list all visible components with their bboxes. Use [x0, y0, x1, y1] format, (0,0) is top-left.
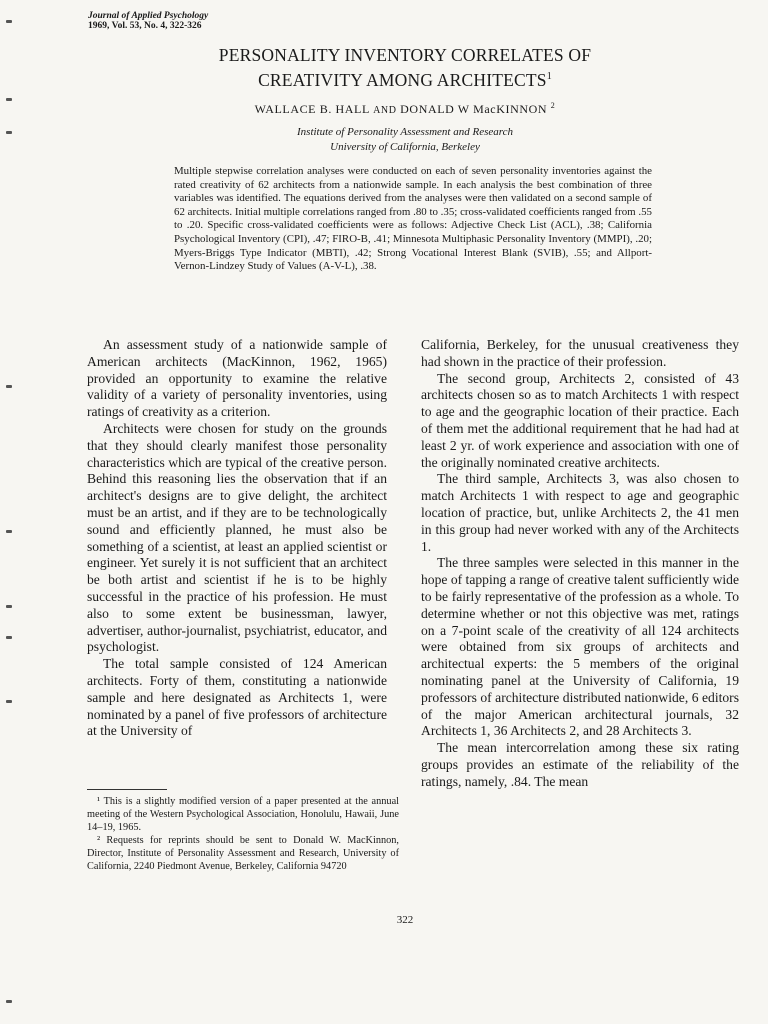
affiliation-university: University of California, Berkeley — [330, 141, 480, 153]
scan-artifact — [6, 530, 12, 533]
affiliation-institute: Institute of Personality Assessment and Research — [297, 126, 513, 138]
title-line-1: PERSONALITY INVENTORY CORRELATES OF — [218, 45, 592, 65]
author-1: WALLACE B. HALL — [254, 102, 370, 116]
scan-artifact — [6, 385, 12, 388]
paragraph: The third sample, Architects 3, was also chosen to match Architects 1 with respect to age and geographic location of practice, but, unlike Architects 2, the 41 men in this group had never worked with any of the Architects 1. — [421, 471, 739, 554]
author-footnote-mark: 2 — [550, 101, 556, 110]
authors — [150, 101, 660, 117]
paragraph: The three samples were selected in this manner in the hope of tapping a range of creative talent sufficiently wide to be fairly representative of the profession as a whole. To determine whether or not this objective was met, ratings on a 7-point scale of the creativity of all 124 architects were obtained from six groups of architects and architectual experts: the 5 members of the original nominating panel at the University of California, 19 professors of architecture distributed nationwide, 6 editors of the major American architectural journals, 32 Architects 1, 36 Architects 2, and 28 Architects 3. — [421, 555, 739, 739]
abstract: Multiple stepwise correlation analyses were conducted on each of seven personality inventories against the rated creativity of 62 architects from a nationwide sample. In each analysis the best combination of three variables was identified. The equations derived from the analyses were then validated on a second sample of 62 architects. Initial multiple correlations ranged from .80 to .35; cross-validated coefficients ranged from .55 to .20. Specific cross-validated coefficients were as follows: Adjective Check List (ACL), .38; California Psychological Inventory (CPI), .47; FIRO-B, .41; Minnesota Multiphasic Personality Inventory (MMPI), .20; Myers-Briggs Type Indicator (MBTI), .42; Strong Vocational Interest Blank (SVIB), .55; and Allport-Vernon-Lindzey Study of Values (A-V-L), .38. — [174, 165, 652, 273]
journal-details: 1969, Vol. 53, No. 4, 322-326 — [88, 21, 202, 31]
author-2: DONALD W MacKINNON — [400, 102, 548, 116]
footnotes — [87, 795, 399, 873]
scan-artifact — [6, 636, 12, 639]
paragraph: The second group, Architects 2, consisted of 43 architects chosen so as to match Architects 1 with respect to age and the geographic location of their practice. Each of them met the additional requirement that he had had at least 2 yr. of work experience and association with one of the originally nominated creative architects. — [421, 370, 739, 470]
body-column-left — [87, 337, 387, 740]
scan-artifact — [6, 1000, 12, 1003]
scan-artifact — [6, 605, 12, 608]
scan-artifact — [6, 98, 12, 101]
paragraph: California, Berkeley, for the unusual creativeness they had shown in the practice of their profession. — [421, 337, 739, 369]
scan-artifact — [6, 20, 12, 23]
body-column-right — [421, 337, 739, 791]
journal-reference — [88, 11, 208, 31]
paragraph: The mean intercorrelation among these six rating groups provides an estimate of the reliability of the ratings, namely, .84. The mean — [421, 740, 739, 789]
footnote-2: ² Requests for reprints should be sent to Donald W. MacKinnon, Director, Institute of Personality Assessment and Research, University of California, 2240 Piedmont Avenue, Berkeley, California 94720 — [87, 835, 399, 872]
scan-artifact — [6, 131, 12, 134]
paragraph: Architects were chosen for study on the grounds that they should clearly manifest those personality characteristics which are typical of the creative person. Behind this reasoning lies the observation that if an architect's designs are to give delight, the architect must be an artist, and if they are to be technologically sound and efficiently planned, he must also be something of a scientist, at least an applied scientist or engineer. Yet surely it is not sufficient that an architect be both artist and scientist if he is to be highly successful in the practice of his profession. He must also to some extent be businessman, lawyer, advertiser, author-journalist, psychiatrist, educator, and psychologist. — [87, 420, 387, 655]
affiliation — [150, 125, 660, 155]
footnote-divider — [87, 789, 167, 790]
title-line-2-text: CREATIVITY AMONG ARCHITECTS — [258, 69, 547, 90]
title-footnote-mark: 1 — [546, 71, 552, 82]
title-line-2 — [150, 66, 660, 91]
journal-name: Journal of Applied Psychology — [88, 11, 209, 21]
footnote-1: ¹ This is a slightly modified version of a paper presented at the annual meeting of the Western Psychological Association, Honolulu, Hawaii, June 14–19, 1965. — [87, 796, 399, 833]
scan-artifact — [6, 700, 12, 703]
paragraph: The total sample consisted of 124 American architects. Forty of them, constituting a nationwide sample and here designated as Architects 1, were nominated by a panel of five professors of architecture at the University of — [87, 656, 387, 739]
paper-title — [150, 45, 660, 91]
page-number: 322 — [396, 914, 414, 926]
author-conjunction: AND — [373, 105, 397, 116]
paragraph: An assessment study of a nationwide sample of American architects (MacKinnon, 1962, 1965) provided an opportunity to examine the relative validity of a variety of personality inventories, using ratings of creativity as a criterion. — [87, 337, 387, 420]
